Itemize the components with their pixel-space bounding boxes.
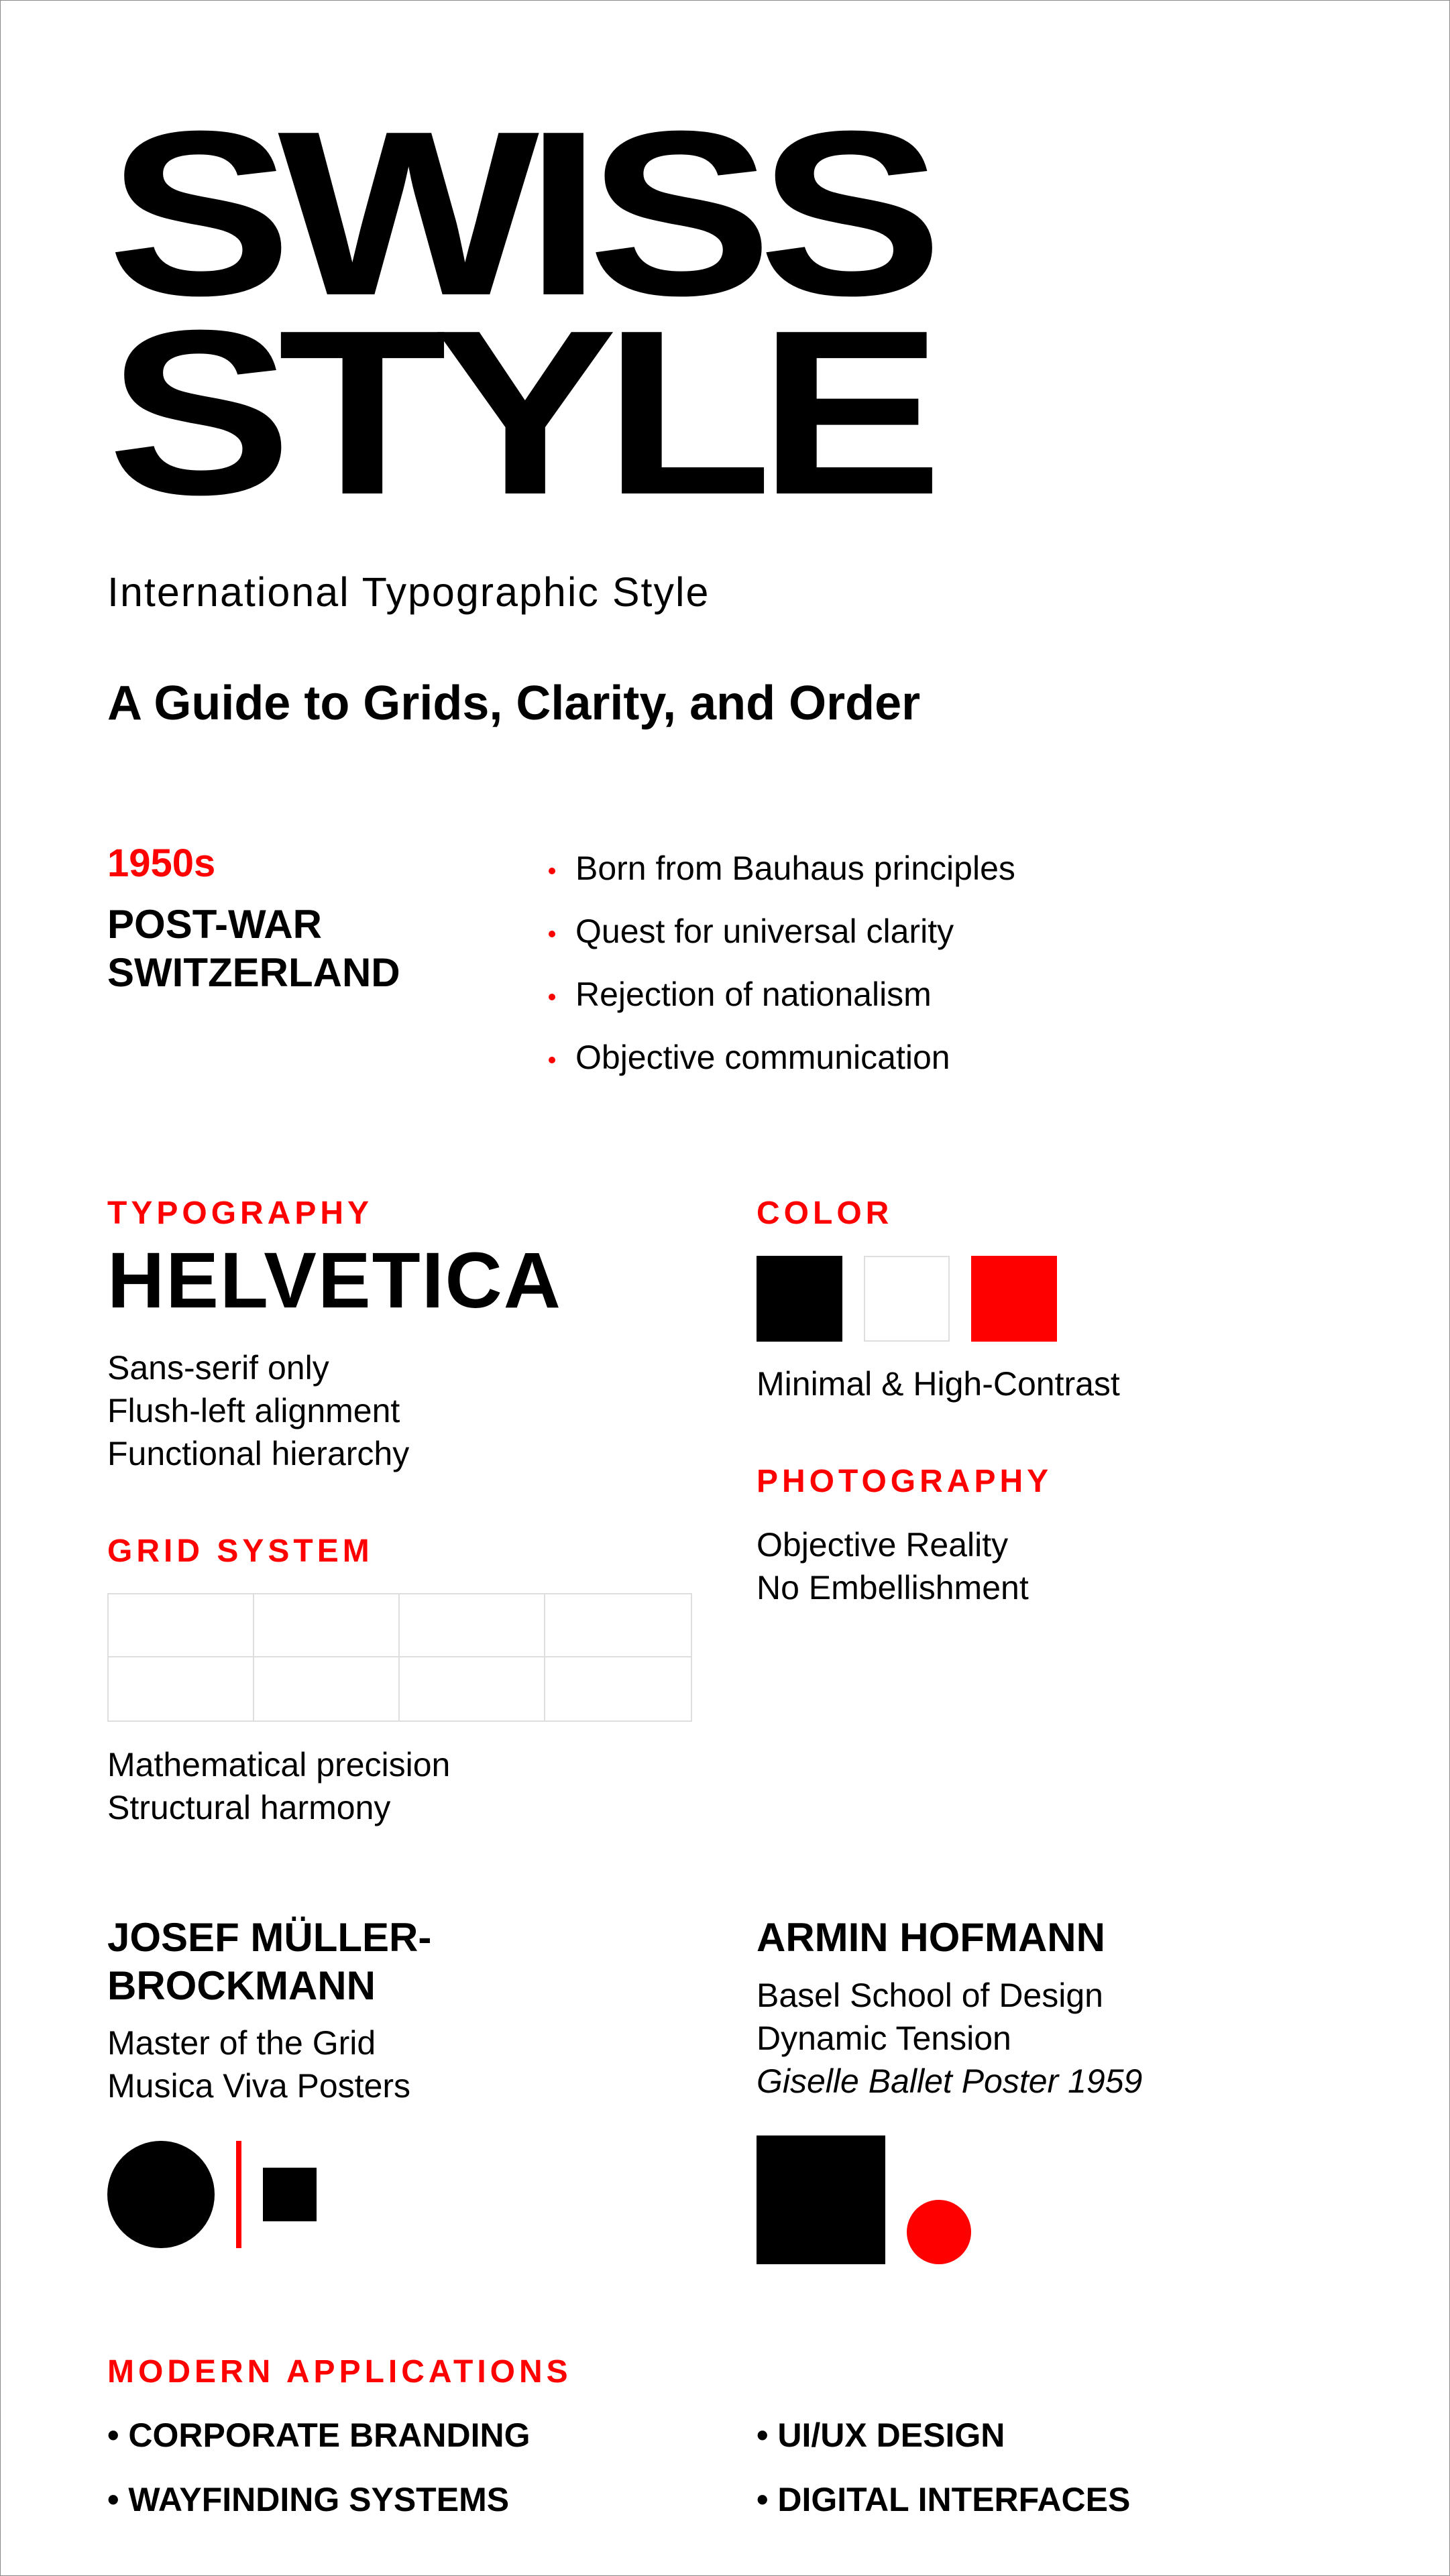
photography-line: Objective Reality xyxy=(757,1526,1009,1564)
list-item: • CORPORATE BRANDING xyxy=(107,2416,531,2454)
applications-left-list xyxy=(107,2403,530,2532)
typography-label: TYPOGRAPHY xyxy=(107,1195,374,1231)
typography-line: Functional hierarchy xyxy=(107,1435,410,1472)
designer-hofmann-line: Basel School of Design xyxy=(757,1977,1103,2014)
poster-title xyxy=(107,82,929,544)
color-label: COLOR xyxy=(757,1195,893,1231)
designer-muller-name-line-1: JOSEF MÜLLER- xyxy=(107,1915,432,1960)
grid-line: Structural harmony xyxy=(107,1789,391,1826)
designer-muller-line: Musica Viva Posters xyxy=(107,2067,411,2105)
list-item: Quest for universal clarity xyxy=(549,900,1015,963)
typography-line: Sans-serif only xyxy=(107,1349,329,1387)
designer-muller-line: Master of the Grid xyxy=(107,2024,376,2062)
grid-cell xyxy=(545,1594,691,1657)
designer-muller-name-line-2: BROCKMANN xyxy=(107,1963,376,2008)
typography-line: Flush-left alignment xyxy=(107,1392,400,1429)
typography-font-name: HELVETICA xyxy=(107,1236,562,1325)
list-item: Born from Bauhaus principles xyxy=(549,837,1015,900)
photography-line: No Embellishment xyxy=(757,1569,1029,1606)
designer-muller-lines xyxy=(107,2022,410,2107)
list-item: Objective communication xyxy=(549,1026,1015,1089)
grid-cell xyxy=(109,1657,254,1720)
color-swatch-red xyxy=(971,1256,1057,1342)
applications-right-list xyxy=(757,2403,1130,2532)
origin-place-line-2: SWITZERLAND xyxy=(107,950,400,995)
designer-muller-name xyxy=(107,1914,431,2010)
tagline: A Guide to Grids, Clarity, and Order xyxy=(107,677,921,730)
photography-lines xyxy=(757,1523,1029,1609)
grid-lines xyxy=(107,1743,450,1829)
grid-cell xyxy=(254,1657,400,1720)
subtitle: International Typographic Style xyxy=(107,569,710,615)
color-swatch-black xyxy=(757,1256,842,1342)
origin-points-list xyxy=(549,837,1015,1089)
origin-place-line-1: POST-WAR xyxy=(107,902,323,947)
grid-cell xyxy=(400,1594,545,1657)
muller-red-bar-shape xyxy=(236,2141,241,2248)
grid-cell xyxy=(109,1594,254,1657)
designer-hofmann-work: Giselle Ballet Poster 1959 xyxy=(757,2062,1143,2100)
photography-label: PHOTOGRAPHY xyxy=(757,1464,1053,1499)
list-item: • DIGITAL INTERFACES xyxy=(757,2481,1131,2518)
color-swatch-white xyxy=(864,1256,950,1342)
hofmann-red-circle-shape xyxy=(907,2200,971,2264)
title-line-1: SWISS xyxy=(107,82,929,345)
origin-place xyxy=(107,900,400,997)
title-line-2: STYLE xyxy=(107,282,929,544)
designer-hofmann-name: ARMIN HOFMANN xyxy=(757,1915,1105,1960)
designer-hofmann-line: Dynamic Tension xyxy=(757,2019,1011,2057)
grid-cell xyxy=(545,1657,691,1720)
grid-label: GRID SYSTEM xyxy=(107,1533,374,1569)
grid-line: Mathematical precision xyxy=(107,1746,451,1783)
typography-lines xyxy=(107,1346,409,1475)
hofmann-square-shape xyxy=(757,2135,885,2264)
muller-square-shape xyxy=(263,2168,317,2221)
designer-hofmann-lines xyxy=(757,1974,1142,2103)
applications-label: MODERN APPLICATIONS xyxy=(107,2354,572,2390)
muller-circle-shape xyxy=(107,2141,215,2248)
list-item: • WAYFINDING SYSTEMS xyxy=(107,2481,510,2518)
list-item: Rejection of nationalism xyxy=(549,963,1015,1026)
grid-diagram xyxy=(107,1593,692,1722)
origin-year: 1950s xyxy=(107,841,216,885)
grid-cell xyxy=(254,1594,400,1657)
grid-cell xyxy=(400,1657,545,1720)
color-caption: Minimal & High-Contrast xyxy=(757,1365,1120,1403)
list-item: • UI/UX DESIGN xyxy=(757,2416,1005,2454)
